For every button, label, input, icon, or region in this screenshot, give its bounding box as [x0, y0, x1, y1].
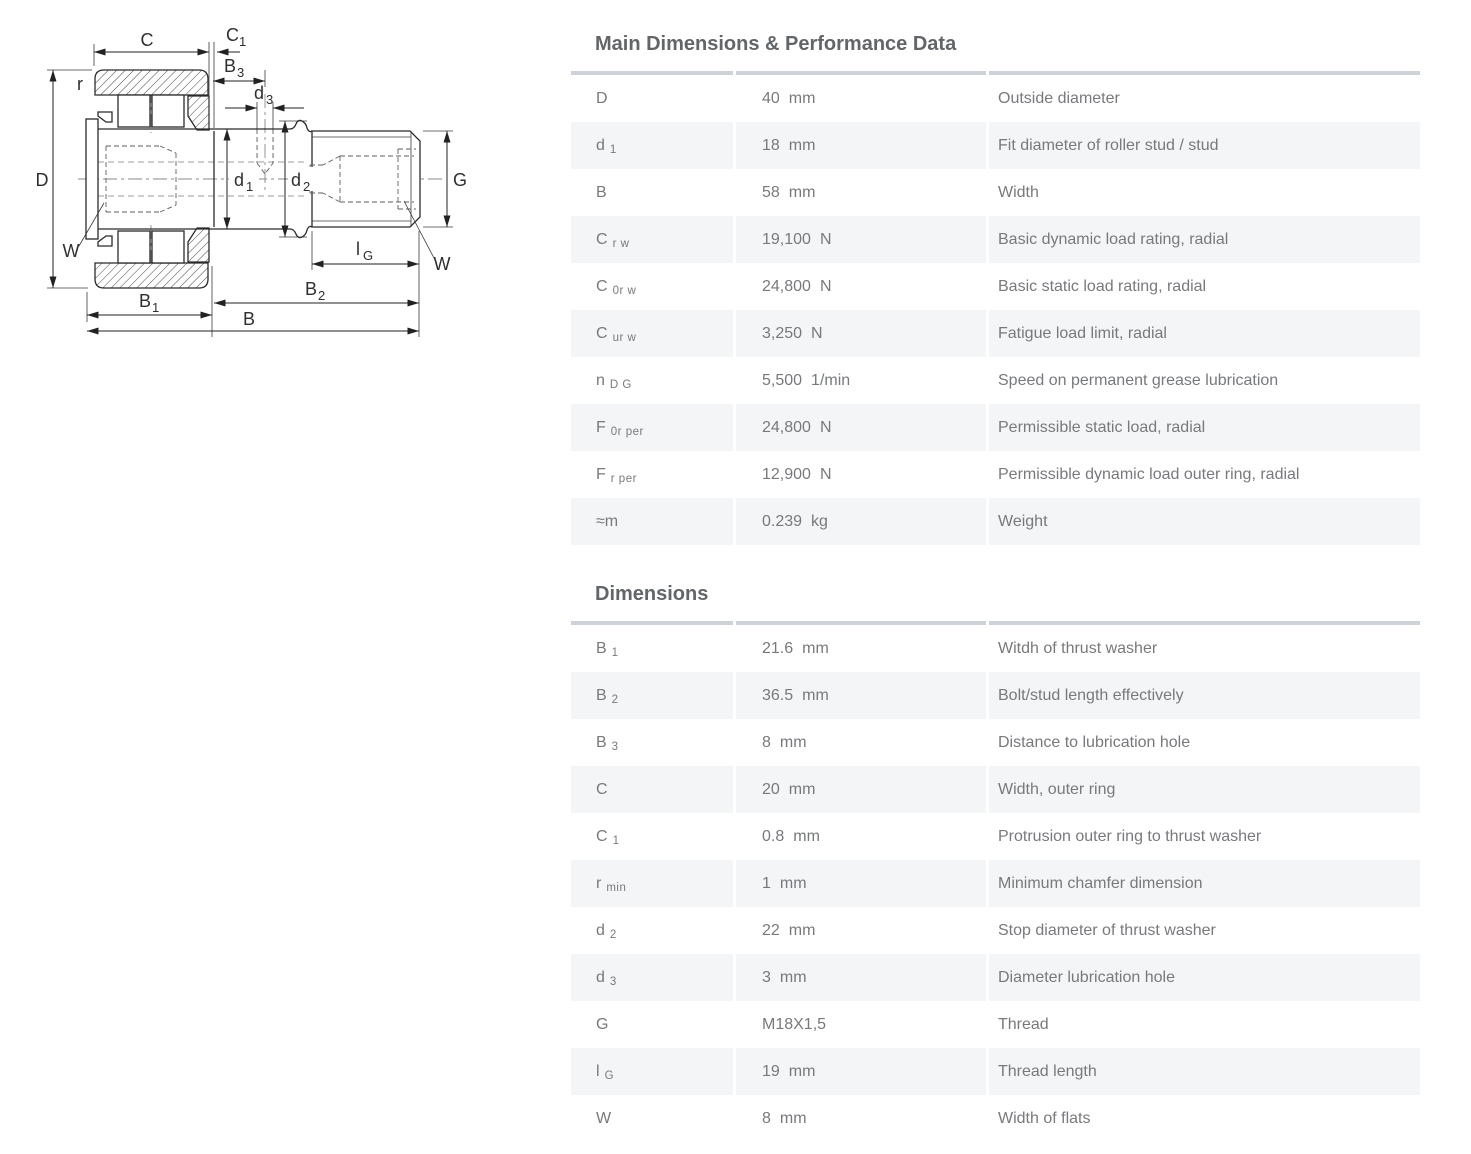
- description-cell: Minimum chamfer dimension: [989, 860, 1420, 907]
- dim-label-W-left: W: [62, 241, 80, 261]
- symbol-base: C: [596, 277, 608, 295]
- dim-label-d1: d: [234, 170, 245, 190]
- symbol-subscript: 1: [612, 834, 620, 847]
- dim-label-d3: d: [254, 83, 265, 103]
- dimension-lG: [312, 231, 419, 337]
- symbol-subscript: r w: [612, 237, 630, 250]
- table-row: [571, 625, 1420, 672]
- table-row: [571, 907, 1420, 954]
- symbol-subscript: 2: [611, 693, 619, 706]
- symbol-base: D: [596, 89, 608, 107]
- description-cell: Thread: [998, 1015, 1049, 1033]
- symbol-cell: [571, 122, 733, 169]
- unit-text: N: [811, 324, 823, 342]
- value-cell: [736, 907, 986, 954]
- table-row: [571, 451, 1420, 498]
- value-cell: [736, 954, 986, 1001]
- value-text: 19,100: [762, 230, 811, 248]
- description-cell: Fit diameter of roller stud / stud: [989, 122, 1420, 169]
- symbol-subscript: 3: [611, 740, 619, 753]
- symbol-cell: [571, 813, 733, 860]
- value-text: 22: [762, 921, 780, 939]
- symbol-base: r: [596, 874, 602, 892]
- value-text: 24,800: [762, 277, 811, 295]
- dim-label-C1-sub: 1: [239, 34, 247, 49]
- table-title-dimensions: Dimensions: [595, 583, 709, 605]
- dim-label-W-right: W: [433, 254, 451, 274]
- value-cell: [736, 1001, 986, 1048]
- thread-section: [310, 131, 420, 227]
- description-cell: Weight: [989, 498, 1420, 545]
- description-cell: Basic static load rating, radial: [998, 277, 1207, 295]
- technical-drawing: [0, 0, 520, 360]
- value-cell: [736, 216, 986, 263]
- symbol-cell: [571, 263, 733, 310]
- symbol-subscript: 2: [609, 928, 617, 941]
- value-text: 20: [762, 780, 780, 798]
- unit-text: mm: [802, 639, 829, 657]
- table-row: [571, 672, 1420, 719]
- dim-label-lG-sub: G: [363, 248, 374, 263]
- description-cell: Diameter lubrication hole: [989, 954, 1420, 1001]
- dim-label-D: D: [35, 170, 49, 190]
- description-cell: Witdh of thrust washer: [998, 639, 1158, 657]
- dim-label-lG: l: [356, 239, 360, 259]
- description-cell: Protrusion outer ring to thrust washer: [998, 827, 1262, 845]
- dim-label-r: r: [77, 74, 83, 94]
- symbol-base: F: [596, 418, 606, 436]
- value-text: 3: [762, 968, 771, 986]
- dim-label-B: B: [242, 309, 256, 329]
- symbol-cell: [571, 404, 733, 451]
- table-row: [571, 813, 1420, 860]
- symbol-cell: [571, 672, 733, 719]
- table-row: [571, 1001, 1420, 1048]
- description-cell: Fatigue load limit, radial: [989, 310, 1420, 357]
- table-section-main: [571, 32, 1420, 545]
- unit-text: kg: [811, 512, 828, 530]
- symbol-base: G: [596, 1015, 609, 1033]
- symbol-cell: [571, 1048, 733, 1095]
- value-cell: [736, 169, 986, 216]
- symbol-base: d: [596, 968, 605, 986]
- value-text: 58: [762, 183, 780, 201]
- table-row: [571, 310, 1420, 357]
- value-cell: [736, 263, 986, 310]
- symbol-cell: [571, 907, 733, 954]
- description-cell: Permissible static load, radial: [989, 404, 1420, 451]
- table-row: [571, 75, 1420, 122]
- dim-label-d3-sub: 3: [266, 92, 274, 107]
- unit-text: mm: [788, 89, 816, 107]
- dimension-B: [87, 309, 419, 331]
- unit-text: mm: [802, 686, 829, 704]
- symbol-base: n: [596, 371, 605, 389]
- table-row: [571, 766, 1420, 813]
- symbol-base: C: [596, 780, 608, 798]
- value-text: 36.5: [762, 686, 794, 704]
- value-cell: [736, 1095, 986, 1142]
- symbol-cell: [571, 954, 733, 1001]
- description-cell: Basic dynamic load rating, radial: [989, 216, 1420, 263]
- table-row: [571, 860, 1420, 907]
- symbol-base: l: [596, 1062, 600, 1080]
- unit-text: mm: [793, 827, 820, 845]
- description-cell: Stop diameter of thrust washer: [998, 921, 1216, 939]
- spec-tables: [571, 0, 1420, 1142]
- unit-text: N: [819, 277, 832, 295]
- value-cell: [736, 1048, 986, 1095]
- description-cell: Permissible dynamic load outer ring, radial: [998, 465, 1300, 483]
- unit-text: N: [819, 230, 832, 248]
- hidden-lines: [88, 129, 311, 212]
- symbol-cell: [571, 1095, 733, 1142]
- symbol-cell: [571, 1001, 733, 1048]
- unit-text: mm: [779, 968, 807, 986]
- value-text: 0.239: [762, 512, 803, 530]
- description-cell: Outside diameter: [998, 89, 1120, 107]
- table-row: [571, 122, 1420, 169]
- unit-text: mm: [779, 1109, 807, 1127]
- unit-text: mm: [788, 1062, 816, 1080]
- unit-text: 1/min: [811, 371, 851, 389]
- table-row: [571, 719, 1420, 766]
- dim-label-B2: B: [305, 279, 318, 299]
- value-cell: [736, 813, 986, 860]
- table-row: [571, 263, 1420, 310]
- value-cell: [736, 357, 986, 404]
- description-cell: Distance to lubrication hole: [998, 733, 1191, 751]
- dimension-B2: [214, 279, 419, 303]
- symbol-base: ≈m: [596, 512, 619, 530]
- dim-label-B2-sub: 2: [318, 288, 326, 303]
- value-text: 19: [762, 1062, 780, 1080]
- symbol-subscript: r per: [610, 472, 637, 485]
- value-cell: [736, 625, 986, 672]
- value-text: 5,500: [762, 371, 803, 389]
- unit-text: mm: [788, 780, 816, 798]
- description-cell: Bolt/stud length effectively: [989, 672, 1420, 719]
- table-row: [571, 498, 1420, 545]
- symbol-cell: [571, 766, 733, 813]
- symbol-cell: [571, 169, 733, 216]
- symbol-base: C: [596, 230, 608, 248]
- table-row: [571, 169, 1420, 216]
- table-row: [571, 357, 1420, 404]
- unit-text: mm: [788, 183, 816, 201]
- value-cell: [736, 75, 986, 122]
- value-text: 1: [762, 874, 771, 892]
- symbol-subscript: G: [604, 1069, 615, 1082]
- table-row: [571, 404, 1420, 451]
- table-section-dimensions: [571, 582, 1420, 1142]
- value-text: 3,250: [762, 324, 803, 342]
- table-row: [571, 954, 1420, 1001]
- symbol-base: d: [596, 136, 605, 154]
- value-cell: [736, 122, 986, 169]
- dim-label-d2: d: [291, 170, 302, 190]
- symbol-base: B: [596, 733, 607, 751]
- symbol-cell: [571, 498, 733, 545]
- symbol-subscript: 3: [609, 975, 617, 988]
- table-row: [571, 216, 1420, 263]
- unit-text: mm: [779, 874, 807, 892]
- value-cell: [736, 719, 986, 766]
- symbol-cell: [571, 75, 733, 122]
- symbol-base: C: [596, 324, 608, 342]
- symbol-cell: [571, 216, 733, 263]
- symbol-subscript: 1: [611, 646, 619, 659]
- value-cell: [736, 672, 986, 719]
- symbol-subscript: min: [606, 881, 627, 894]
- value-text: 12,900: [762, 465, 811, 483]
- value-text: 8: [762, 1109, 771, 1127]
- unit-text: mm: [788, 136, 816, 154]
- dim-label-B3-sub: 3: [237, 65, 245, 80]
- symbol-subscript: 1: [609, 143, 617, 156]
- dim-label-B1: B: [139, 291, 152, 311]
- value-text: 18: [762, 136, 780, 154]
- unit-text: mm: [779, 733, 807, 751]
- description-cell: Width of flats: [998, 1109, 1091, 1127]
- dim-label-B3: B: [224, 56, 237, 76]
- value-text: 40: [762, 89, 780, 107]
- table-body: [571, 625, 1420, 1142]
- table-body: [571, 75, 1420, 545]
- value-cell: [736, 451, 986, 498]
- unit-text: mm: [788, 921, 816, 939]
- unit-text: N: [819, 418, 832, 436]
- dimension-C1: [217, 25, 246, 52]
- symbol-subscript: D G: [609, 378, 632, 391]
- table-row: [571, 1048, 1420, 1095]
- symbol-cell: [571, 357, 733, 404]
- value-text: 21.6: [762, 639, 794, 657]
- symbol-subscript: ur w: [612, 331, 637, 344]
- symbol-base: F: [596, 465, 606, 483]
- value-text: M18X1,5: [762, 1015, 827, 1033]
- unit-text: N: [819, 465, 832, 483]
- table-title-main: Main Dimensions & Performance Data: [595, 33, 957, 55]
- symbol-base: d: [596, 921, 605, 939]
- symbol-base: C: [596, 827, 608, 845]
- symbol-base: B: [596, 183, 607, 201]
- symbol-base: W: [596, 1109, 612, 1127]
- dimension-d3: [225, 83, 304, 129]
- symbol-cell: [571, 719, 733, 766]
- symbol-cell: [571, 451, 733, 498]
- description-cell: Width: [998, 183, 1039, 201]
- description-cell: Speed on permanent grease lubrication: [998, 371, 1279, 389]
- dim-label-d2-sub: 2: [303, 179, 311, 194]
- symbol-subscript: 0r per: [610, 425, 644, 438]
- dim-label-C: C: [140, 30, 154, 50]
- value-text: 0.8: [762, 827, 785, 845]
- dim-label-B1-sub: 1: [152, 300, 160, 315]
- value-text: 8: [762, 733, 771, 751]
- symbol-cell: [571, 625, 733, 672]
- value-cell: [736, 404, 986, 451]
- value-cell: [736, 860, 986, 907]
- symbol-subscript: 0r w: [612, 284, 637, 297]
- symbol-cell: [571, 310, 733, 357]
- description-cell: Width, outer ring: [989, 766, 1420, 813]
- symbol-base: B: [596, 686, 607, 704]
- description-cell: Thread length: [989, 1048, 1420, 1095]
- value-cell: [736, 498, 986, 545]
- dimension-r: [77, 74, 83, 94]
- value-cell: [736, 766, 986, 813]
- value-text: 24,800: [762, 418, 811, 436]
- dim-label-C1: C: [226, 25, 239, 45]
- value-cell: [736, 310, 986, 357]
- symbol-base: B: [596, 639, 607, 657]
- table-row: [571, 1095, 1420, 1142]
- dim-label-G: G: [452, 170, 468, 190]
- symbol-cell: [571, 860, 733, 907]
- dim-label-d1-sub: 1: [246, 179, 254, 194]
